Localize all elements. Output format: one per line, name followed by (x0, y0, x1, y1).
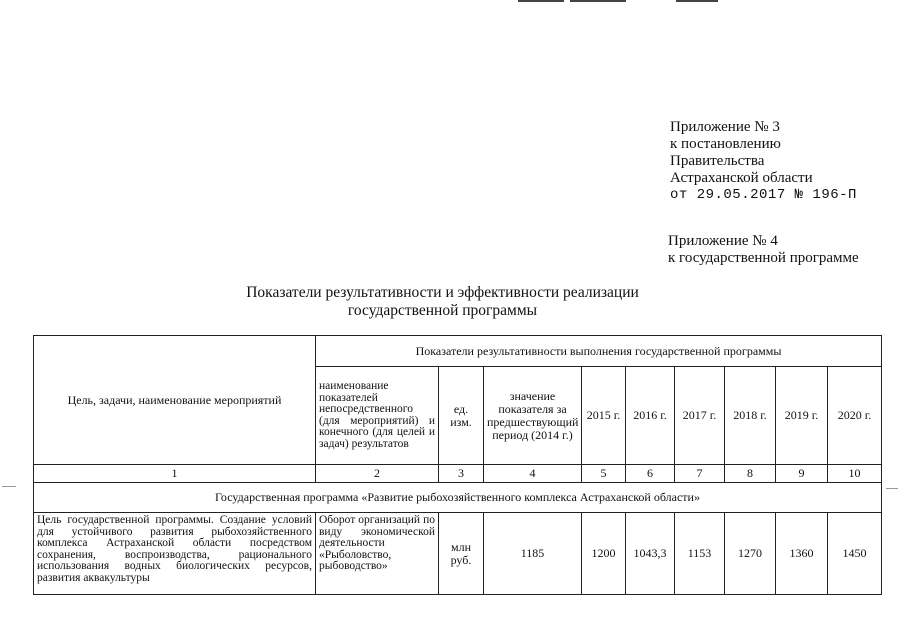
scan-top-mark-1 (518, 0, 564, 2)
column-number: 9 (776, 465, 828, 483)
column-number-row (34, 465, 882, 483)
appendix-3-line-2: к постановлению (670, 136, 781, 152)
column-number: 3 (439, 465, 484, 483)
goal-text: Цель государственной программы. Создание условий для устойчивого развития рыбохозяйственного комплекса Астраханской области посредством сохранения, воспроизводства, рационального использования водных биологических ресурсов, развития аквакультуры (37, 514, 312, 584)
appendix-3-line-3: Правительства (670, 153, 765, 169)
value-2017: 1153 (675, 513, 725, 595)
scan-top-mark-2 (570, 0, 626, 2)
header-indicator: наименование показателей непосредственного (для мероприятий) и конечного (для целей и задач) результатов (319, 380, 435, 450)
header-group-cell (316, 336, 882, 367)
header-base: значение показателя за предшествующий период (2014 г.) (487, 388, 579, 442)
header-indicator-cell (316, 367, 439, 465)
program-name-cell (34, 483, 882, 513)
column-number: 8 (725, 465, 776, 483)
document-title-line-2: государственной программы (347, 302, 538, 319)
unit-cell: млн руб. (439, 513, 484, 595)
margin-dash-left (2, 486, 16, 487)
header-year-2020: 2020 г. (828, 367, 882, 465)
header-goal-cell (34, 336, 316, 465)
program-section-row (34, 483, 882, 513)
header-goal: Цель, задачи, наименование мероприятий (67, 392, 282, 407)
appendix-4-line-1: Приложение № 4 (668, 233, 778, 249)
appendix-3-line-4: Астраханской области (670, 170, 813, 186)
scan-top-mark-3 (676, 0, 718, 2)
indicators-table (33, 335, 882, 595)
appendix-4-block (668, 233, 859, 267)
header-year-2015: 2015 г. (582, 367, 626, 465)
program-name: Государственная программа «Развитие рыбохозяйственного комплекса Астраханской области» (215, 490, 700, 504)
header-year-2016: 2016 г. (626, 367, 675, 465)
header-year-2017: 2017 г. (675, 367, 725, 465)
header-base-cell (484, 367, 582, 465)
appendix-3-line-1: Приложение № 3 (670, 119, 780, 135)
header-year-2018: 2018 г. (725, 367, 776, 465)
column-number: 5 (582, 465, 626, 483)
appendix-3-line-5: от 29.05.2017 № 196-П (670, 187, 857, 203)
appendix-3-block (670, 119, 857, 204)
base-value-cell: 1185 (484, 513, 582, 595)
header-unit: ед. изм. (450, 401, 472, 429)
goal-cell (34, 513, 316, 595)
document-title-line-1: Показатели результативности и эффективности реализации (246, 284, 639, 301)
value-2019: 1360 (776, 513, 828, 595)
header-year-2019: 2019 г. (776, 367, 828, 465)
column-number: 6 (626, 465, 675, 483)
indicator-cell (316, 513, 439, 595)
margin-dash-right (886, 488, 898, 489)
appendix-4-line-2: к государственной программе (668, 250, 859, 266)
header-unit-cell (439, 367, 484, 465)
column-number: 7 (675, 465, 725, 483)
column-number: 4 (484, 465, 582, 483)
column-number: 1 (34, 465, 316, 483)
indicator-text: Оборот организаций по виду экономической деятельности «Рыболовство, рыбоводство» (319, 514, 435, 572)
document-title (190, 284, 695, 320)
value-2020: 1450 (828, 513, 882, 595)
table-row (34, 513, 882, 595)
value-2016: 1043,3 (626, 513, 675, 595)
value-2018: 1270 (725, 513, 776, 595)
value-2015: 1200 (582, 513, 626, 595)
column-number: 2 (316, 465, 439, 483)
column-number: 10 (828, 465, 882, 483)
table-header-group-row (34, 336, 882, 367)
header-group: Показатели результативности выполнения государственной программы (415, 343, 782, 358)
